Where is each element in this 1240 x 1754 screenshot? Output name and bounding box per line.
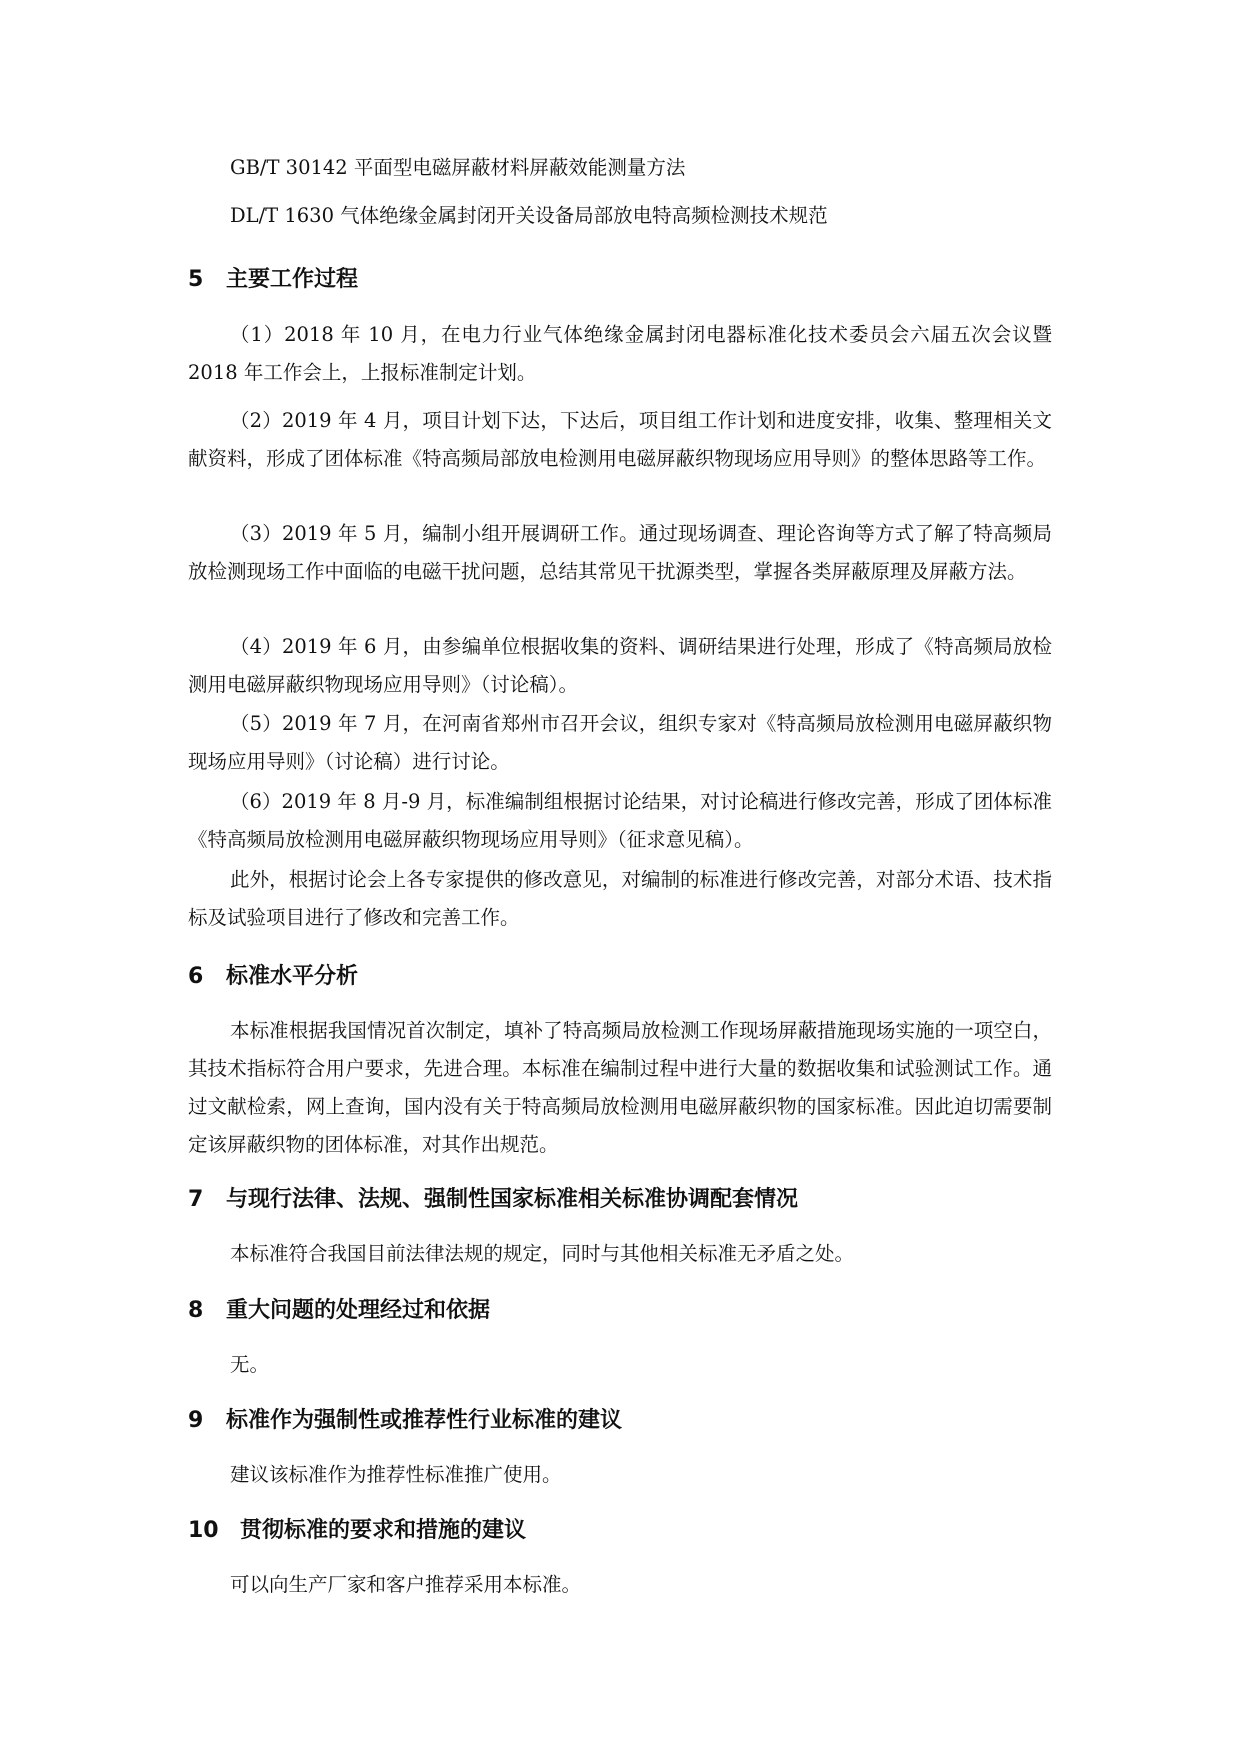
paragraph: 本标准符合我国目前法律法规的规定，同时与其他相关标准无矛盾之处。 [230,1242,855,1265]
section-number: 10 [188,1518,219,1543]
paragraph: 可以向生产厂家和客户推荐采用本标准。 [230,1573,582,1596]
section-number: 8 [188,1298,204,1323]
section-7-heading [188,1185,798,1215]
reference-gbt-30142: GB/T 30142 平面型电磁屏蔽材料屏蔽效能测量方法 [230,156,686,179]
paragraph: （4）2019 年 6 月，由参编单位根据收集的资料、调研结果进行处理，形成了《特高频局放检测用电磁屏蔽织物现场应用导则》（讨论稿）。 [188,635,1052,696]
section-title: 标准水平分析 [226,964,359,989]
section-5-heading [188,265,358,295]
section-8-heading [188,1296,490,1326]
section-number: 7 [188,1187,204,1212]
paragraph: （3）2019 年 5 月，编制小组开展调研工作。通过现场调查、理论咨询等方式了解了特高频局放检测现场工作中面临的电磁干扰问题，总结其常见干扰源类型，掌握各类屏蔽原理及屏蔽方法。 [188,522,1052,583]
paragraph: （5）2019 年 7 月，在河南省郑州市召开会议，组织专家对《特高频局放检测用电磁屏蔽织物现场应用导则》（讨论稿）进行讨论。 [188,712,1052,773]
section-title: 与现行法律、法规、强制性国家标准相关标准协调配套情况 [226,1187,799,1212]
section-title: 贯彻标准的要求和措施的建议 [240,1518,527,1543]
section-9-heading [188,1406,622,1436]
section-number: 5 [188,267,204,292]
paragraph: （1）2018 年 10 月，在电力行业气体绝缘金属封闭电器标准化技术委员会六届五次会议暨 2018 年工作会上，上报标准制定计划。 [188,323,1052,384]
section-title: 重大问题的处理经过和依据 [226,1298,491,1323]
section-title: 标准作为强制性或推荐性行业标准的建议 [226,1408,623,1433]
section-title: 主要工作过程 [226,267,359,292]
paragraph: 本标准根据我国情况首次制定，填补了特高频局放检测工作现场屏蔽措施现场实施的一项空白，其技术指标符合用户要求，先进合理。本标准在编制过程中进行大量的数据收集和试验测试工作。通过文献检索，网上查询，国内没有关于特高频局放检测用电磁屏蔽织物的国家标准。因此迫切需要制定该屏蔽织物的团体标准，对其作出规范。 [188,1019,1052,1156]
paragraph: 建议该标准作为推荐性标准推广使用。 [230,1463,562,1486]
reference-dlt-1630: DL/T 1630 气体绝缘金属封闭开关设备局部放电特高频检测技术规范 [230,204,828,227]
section-6-heading [188,962,358,992]
paragraph: （6）2019 年 8 月-9 月，标准编制组根据讨论结果，对讨论稿进行修改完善，形成了团体标准《特高频局放检测用电磁屏蔽织物现场应用导则》（征求意见稿）。 [188,790,1052,851]
paragraph: 无。 [230,1353,270,1376]
section-10-heading [188,1516,526,1546]
paragraph: （2）2019 年 4 月，项目计划下达，下达后，项目组工作计划和进度安排，收集、整理相关文献资料，形成了团体标准《特高频局部放电检测用电磁屏蔽织物现场应用导则》的整体思路等工作。 [188,409,1052,470]
section-number: 6 [188,964,204,989]
paragraph: 此外，根据讨论会上各专家提供的修改意见，对编制的标准进行修改完善，对部分术语、技术指标及试验项目进行了修改和完善工作。 [188,868,1052,929]
section-number: 9 [188,1408,204,1433]
